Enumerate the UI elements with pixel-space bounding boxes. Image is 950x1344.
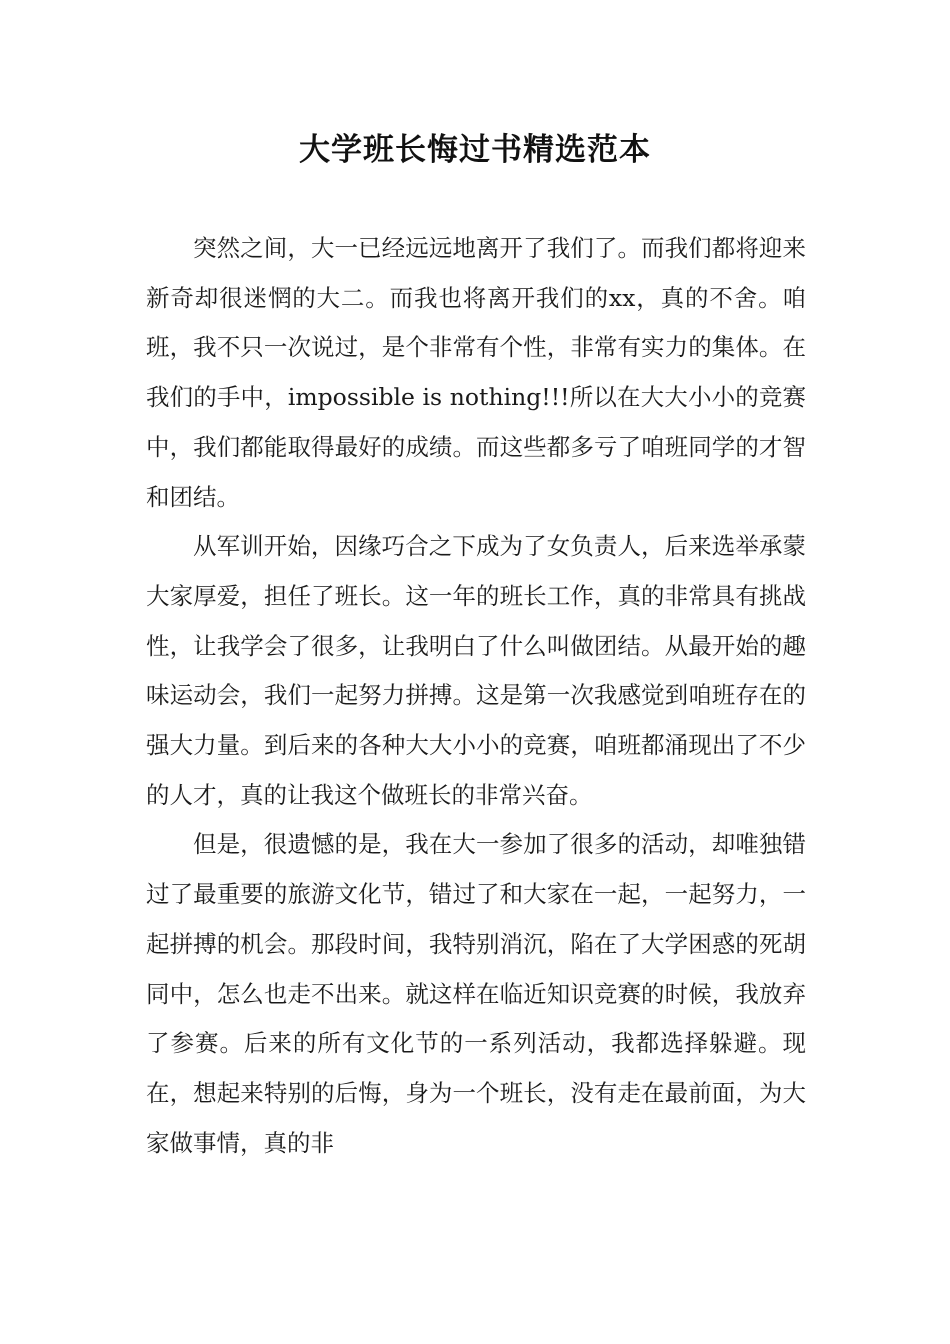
paragraph: 从军训开始，因缘巧合之下成为了女负责人，后来选举承蒙大家厚爱，担任了班长。这一年的班长工作，真的非常具有挑战性，让我学会了很多，让我明白了什么叫做团结。从最开始的趣味运动会，我们一起努力拼搏。这是第一次我感觉到咱班存在的强大力量。到后来的各种大大小小的竞赛，咱班都涌现出了不少的人才，真的让我这个做班长的非常兴奋。 xyxy=(146,532,806,809)
paragraph: 但是，很遗憾的是，我在大一参加了很多的活动，却唯独错过了最重要的旅游文化节，错过了和大家在一起，一起努力，一起拼搏的机会。那段时间，我特别消沉，陷在了大学困惑的死胡同中，怎么也走不出来。就这样在临近知识竞赛的时候，我放弃了参赛。后来的所有文化节的一系列活动，我都选择躲避。现在，想起来特别的后悔，身为一个班长，没有走在最前面，为大家做事情，真的非 xyxy=(146,830,806,1157)
document-title: 大学班长悔过书精选范本 xyxy=(299,132,651,168)
paragraph: 突然之间，大一已经远远地离开了我们了。而我们都将迎来新奇却很迷惘的大二。而我也将离开我们的xx，真的不舍。咱班，我不只一次说过，是个非常有个性，非常有实力的集体。在我们的手中，impossible is nothing!!!所以在大大小小的竞赛中，我们都能取得最好的成绩。而这些都多亏了咱班同学的才智和团结。 xyxy=(146,234,806,511)
document-body xyxy=(146,224,806,1168)
